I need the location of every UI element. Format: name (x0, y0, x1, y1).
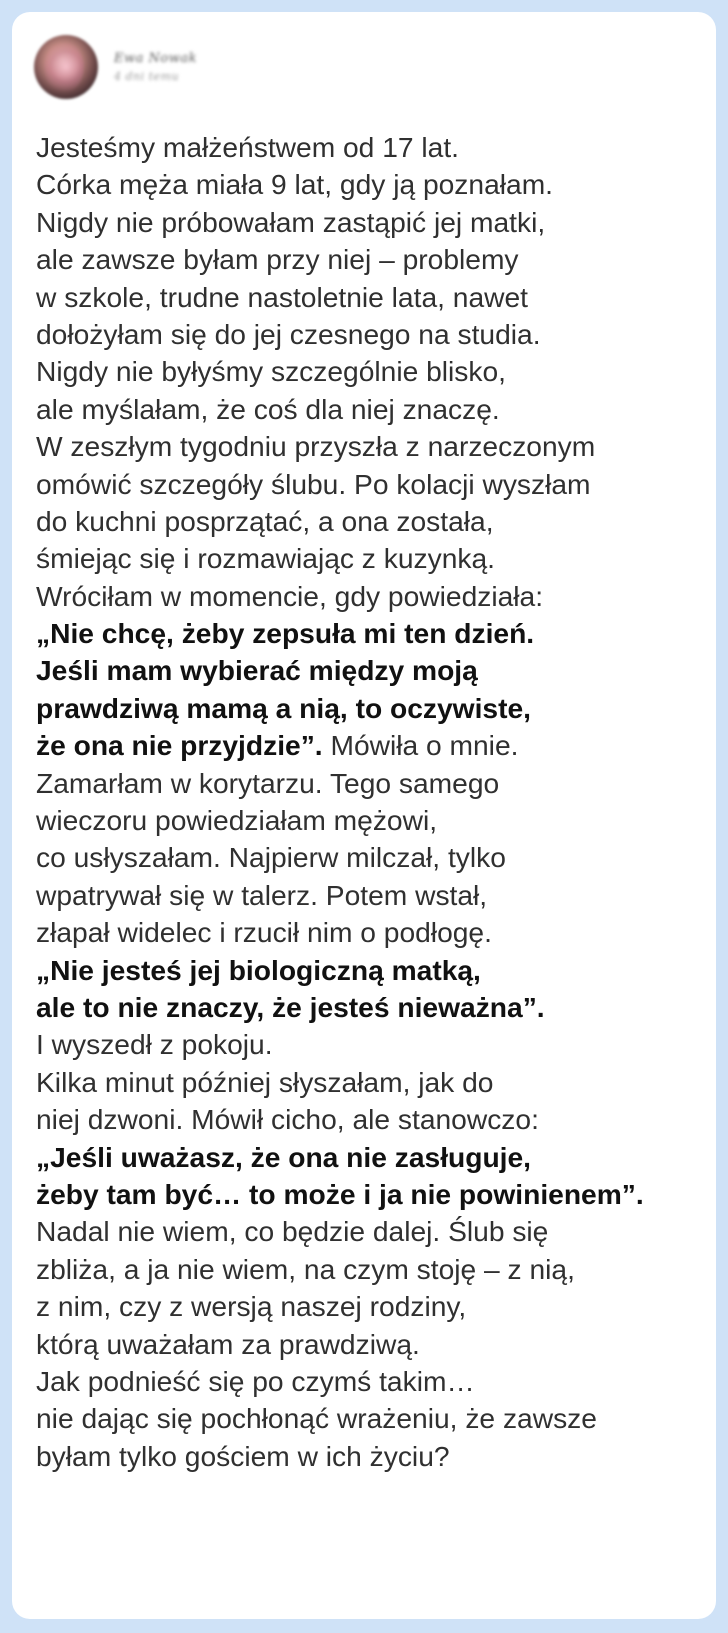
body-text: ale zawsze byłam przy niej – problemy (36, 243, 519, 276)
post-text-line (36, 1288, 706, 1325)
body-text: złapał widelec i rzucił nim o podłogę. (36, 916, 492, 949)
post-text-line (36, 1176, 706, 1213)
post-text-line (36, 166, 706, 203)
quote-text: ale to nie znaczy, że jesteś nieważna”. (36, 990, 545, 1023)
body-text: W zeszłym tygodniu przyszła z narzeczonym (36, 430, 596, 463)
post-text-line (36, 1400, 706, 1437)
post-text-line (36, 466, 706, 503)
body-text: Wróciłam w momencie, gdy powiedziała: (36, 579, 544, 612)
quote-text: „Nie chcę, żeby zepsuła mi ten dzień. (36, 617, 535, 650)
post-text-line (36, 1101, 706, 1138)
post-text-line (36, 652, 706, 689)
post-text-line (36, 129, 706, 166)
post-text-line (36, 428, 706, 465)
body-text: śmiejąc się i rozmawiając z kuzynką. (36, 542, 495, 575)
post-text (36, 129, 706, 1475)
body-text: którą uważałam za prawdziwą. (36, 1327, 420, 1360)
post-text-line (36, 802, 706, 839)
post-text-line (36, 1438, 706, 1475)
post-text-line (36, 540, 706, 577)
body-text: Mówiła o mnie. (322, 729, 519, 762)
quote-text: Jeśli mam wybierać między moją (36, 654, 478, 687)
post-text-line (36, 727, 706, 764)
body-text: Nadal nie wiem, co będzie dalej. Ślub się (36, 1215, 549, 1248)
quote-text: „Jeśli uważasz, że ona nie zasługuje, (36, 1140, 532, 1173)
post-text-line (36, 765, 706, 802)
post-text-line (36, 316, 706, 353)
quote-text: żeby tam być… to może i ja nie powinienem”. (36, 1177, 644, 1210)
body-text: Nigdy nie byłyśmy szczególnie blisko, (36, 355, 506, 388)
body-text: niej dzwoni. Mówił cicho, ale stanowczo: (36, 1103, 539, 1136)
post-timestamp: 4 dni temu (114, 70, 180, 83)
post-text-line (36, 989, 706, 1026)
body-text: Zamarłam w korytarzu. Tego samego (36, 766, 500, 799)
post-text-line (36, 839, 706, 876)
body-text: Jak podnieść się po czymś takim… (36, 1364, 475, 1397)
quote-text: prawdziwą mamą a nią, to oczywiste, (36, 691, 532, 724)
body-text: I wyszedł z pokoju. (36, 1028, 273, 1061)
body-text: omówić szczegóły ślubu. Po kolacji wyszłam (36, 467, 591, 500)
post-text-line (36, 1064, 706, 1101)
post-text-line (36, 1213, 706, 1250)
post-header (34, 34, 197, 100)
post-text-line (36, 391, 706, 428)
post-text-line (36, 615, 706, 652)
post-text-line (36, 578, 706, 615)
body-text: Kilka minut później słyszałam, jak do (36, 1065, 494, 1098)
post-card (12, 12, 716, 1619)
post-text-line (36, 952, 706, 989)
body-text: w szkole, trudne nastoletnie lata, nawet (36, 280, 529, 313)
body-text: dołożyłam się do jej czesnego na studia. (36, 317, 541, 350)
body-text: Córka męża miała 9 lat, gdy ją poznałam. (36, 168, 554, 201)
post-text-line (36, 914, 706, 951)
body-text: ale myślałam, że coś dla niej znaczę. (36, 392, 500, 425)
body-text: byłam tylko gościem w ich życiu? (36, 1439, 450, 1472)
author-info (114, 51, 197, 83)
body-text: wieczoru powiedziałam mężowi, (36, 804, 438, 837)
body-text: z nim, czy z wersją naszej rodziny, (36, 1290, 467, 1323)
body-text: zbliża, a ja nie wiem, na czym stoję – z nią, (36, 1252, 575, 1285)
post-text-line (36, 241, 706, 278)
post-text-line (36, 1026, 706, 1063)
body-text: Nigdy nie próbowałam zastąpić jej matki, (36, 205, 546, 238)
body-text: co usłyszałam. Najpierw milczał, tylko (36, 841, 506, 874)
post-text-line (36, 503, 706, 540)
author-name[interactable]: Ewa Nowak (114, 51, 197, 66)
post-text-line (36, 1251, 706, 1288)
quote-text: „Nie jesteś jej biologiczną matką, (36, 953, 481, 986)
post-text-line (36, 204, 706, 241)
body-text: Jesteśmy małżeństwem od 17 lat. (36, 131, 459, 163)
quote-text: że ona nie przyjdzie”. (36, 729, 323, 762)
avatar[interactable] (34, 35, 98, 99)
body-text: do kuchni posprzątać, a ona została, (36, 504, 494, 537)
body-text: nie dając się pochłonąć wrażeniu, że zawsze (36, 1402, 597, 1435)
body-text: wpatrywał się w talerz. Potem wstał, (36, 878, 488, 911)
post-text-line (36, 1139, 706, 1176)
post-text-line (36, 353, 706, 390)
post-text-line (36, 877, 706, 914)
post-text-line (36, 1363, 706, 1400)
post-text-line (36, 279, 706, 316)
post-text-line (36, 690, 706, 727)
post-text-line (36, 1326, 706, 1363)
